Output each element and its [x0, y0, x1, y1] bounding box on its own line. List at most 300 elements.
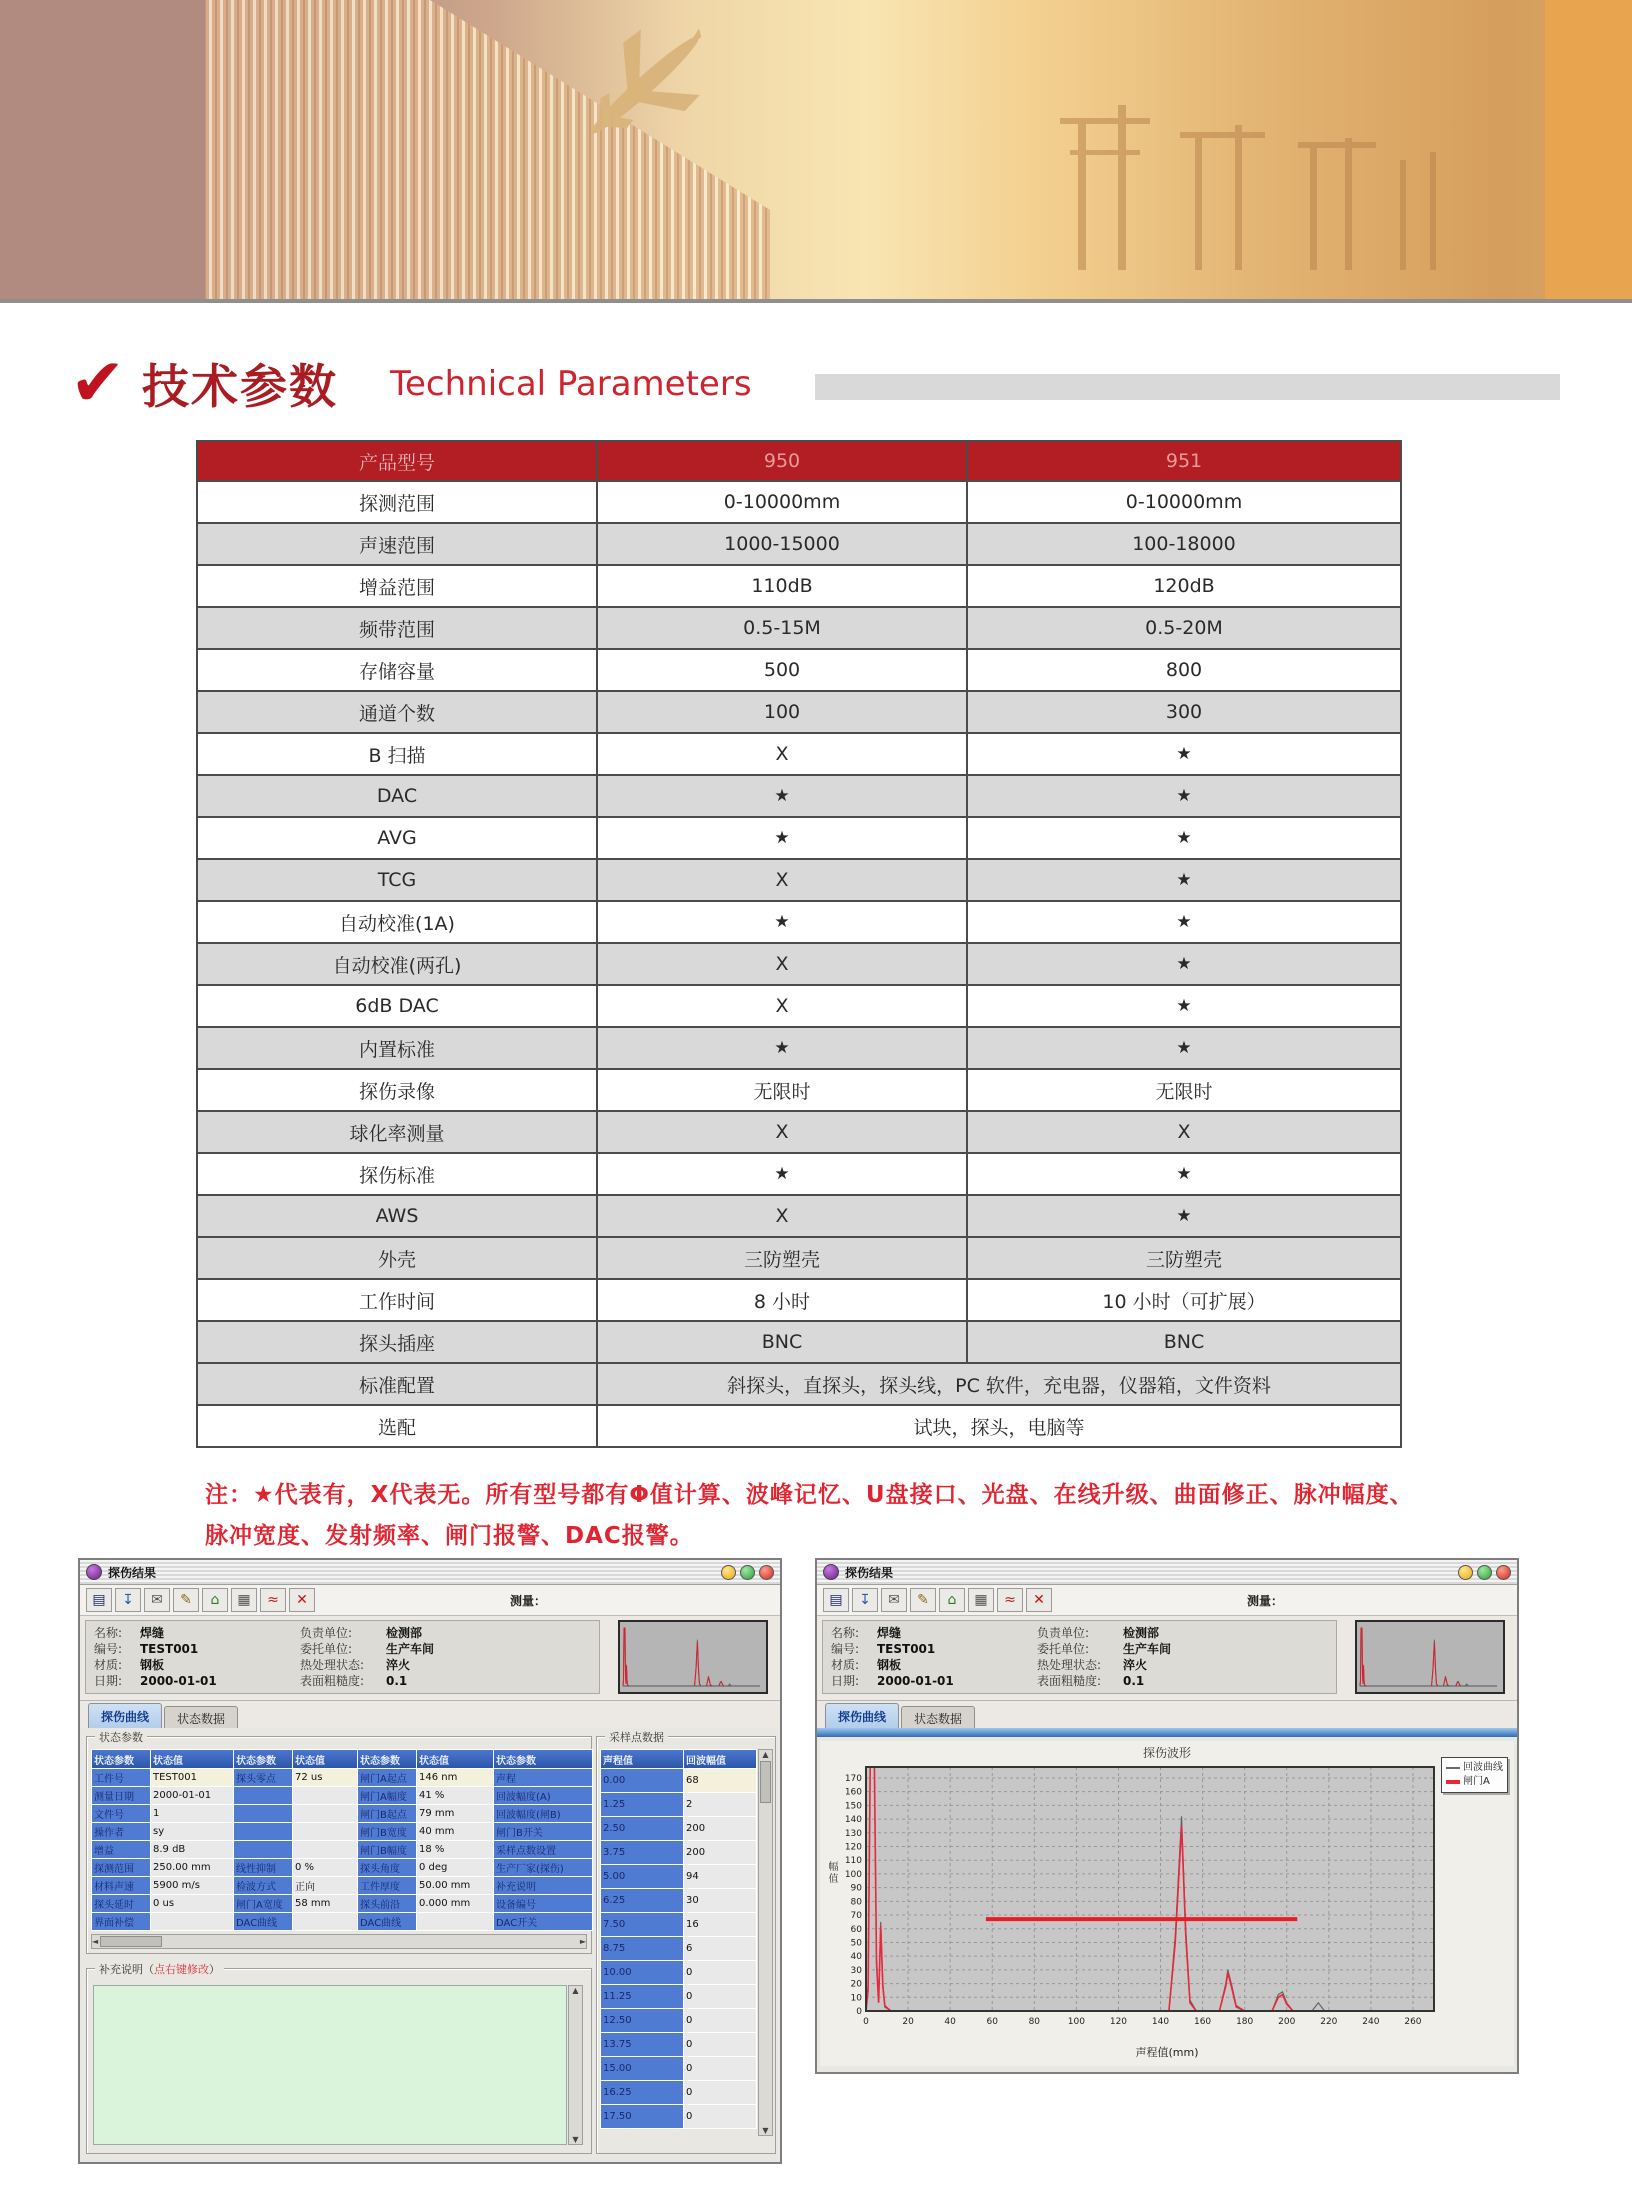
- sample-header-row: [601, 1750, 756, 1768]
- chart-icon[interactable]: ≈: [260, 1588, 286, 1612]
- spec-cell-label: 通道个数: [197, 691, 597, 733]
- spec-row: [197, 1153, 1401, 1195]
- window-title: 探伤结果: [845, 1565, 894, 1580]
- toolbar: [80, 1585, 780, 1616]
- maximize-button[interactable]: [1477, 1565, 1492, 1580]
- spec-cell-951: ★: [967, 943, 1401, 985]
- status-row: [92, 1787, 592, 1804]
- close-button[interactable]: [759, 1565, 774, 1580]
- sample-row: [601, 2033, 756, 2056]
- scroll-up-arrow[interactable]: ▲: [572, 1986, 579, 1995]
- sample-y-cell: 30: [684, 1889, 756, 1912]
- spec-cell-label: 增益范围: [197, 565, 597, 607]
- spec-cell-950: 100: [597, 691, 967, 733]
- spec-cell-951: 10 小时（可扩展）: [967, 1279, 1401, 1321]
- sample-row: [601, 1793, 756, 1816]
- spec-cell-950: 0-10000mm: [597, 481, 967, 523]
- spec-cell-label: 自动校准(1A): [197, 901, 597, 943]
- tab-flaw-curve[interactable]: 探伤曲线: [88, 1703, 162, 1731]
- status-header-cell: 状态参数: [92, 1750, 150, 1768]
- footnote: [205, 1475, 1515, 1558]
- sample-y-cell: 0: [684, 2105, 756, 2128]
- flaw-result-window-left: [78, 1558, 782, 2164]
- panel-splitter[interactable]: [817, 1728, 1517, 1737]
- legend-label: 闸门A: [1463, 1776, 1490, 1787]
- spec-cell-950: ★: [597, 901, 967, 943]
- waveform-thumbnail-plot: [620, 1622, 766, 1692]
- status-value-cell: [293, 1823, 357, 1840]
- status-value-cell: 40 mm: [417, 1823, 493, 1840]
- spec-cell-950: 0.5-15M: [597, 607, 967, 649]
- info-label: 材质:: [831, 1658, 860, 1672]
- status-param-cell: 闸门A幅度: [358, 1787, 416, 1804]
- window-titlebar[interactable]: [80, 1560, 780, 1585]
- status-param-cell: 工件号: [92, 1769, 150, 1786]
- spec-cell-950: ★: [597, 817, 967, 859]
- status-value-cell: [293, 1805, 357, 1822]
- spec-row: [197, 649, 1401, 691]
- info-label: 编号:: [831, 1642, 860, 1656]
- minimize-button[interactable]: [721, 1565, 736, 1580]
- svg-text:140: 140: [1151, 2017, 1170, 2027]
- edit-icon[interactable]: ✎: [910, 1588, 936, 1612]
- orange-strip: [1545, 0, 1632, 303]
- sample-x-cell: 11.25: [601, 1985, 683, 2008]
- svg-text:60: 60: [850, 1924, 862, 1935]
- sample-x-cell: 6.25: [601, 1889, 683, 1912]
- scroll-down-arrow[interactable]: ▼: [572, 2135, 579, 2144]
- svg-text:90: 90: [850, 1883, 862, 1894]
- waveform-thumbnail: [1355, 1620, 1505, 1694]
- status-value-cell: sy: [151, 1823, 233, 1840]
- status-header-cell: 状态值: [293, 1750, 357, 1768]
- status-params-group-label: 状态参数: [95, 1729, 147, 1745]
- status-value-cell: [293, 1787, 357, 1804]
- sample-x-cell: 12.50: [601, 2009, 683, 2032]
- info-row: [80, 1616, 780, 1701]
- sample-x-cell: 16.25: [601, 2081, 683, 2104]
- status-params-group: [86, 1731, 592, 1954]
- sample-row: [601, 1841, 756, 1864]
- window-title: 探伤结果: [108, 1565, 157, 1580]
- legend-label: 回波曲线: [1463, 1762, 1503, 1773]
- info-label: 负责单位:: [1037, 1626, 1090, 1640]
- status-param-cell: DAC曲线: [234, 1913, 292, 1930]
- status-header-row: [92, 1750, 592, 1768]
- spec-cell-950: X: [597, 985, 967, 1027]
- status-value-cell: 0 us: [151, 1895, 233, 1912]
- home-icon[interactable]: ⌂: [939, 1588, 965, 1612]
- x-axis-label: 声程值(mm): [1135, 2046, 1199, 2059]
- sample-x-cell: 2.50: [601, 1817, 683, 1840]
- home-icon[interactable]: ⌂: [202, 1588, 228, 1612]
- spec-table: [196, 440, 1402, 1448]
- svg-text:120: 120: [844, 1842, 862, 1853]
- info-label: 材质:: [94, 1658, 123, 1672]
- specimen-info-panel: [822, 1620, 1337, 1694]
- status-value-cell: 2000-01-01: [151, 1787, 233, 1804]
- svg-text:160: 160: [844, 1787, 862, 1798]
- info-value: 焊缝: [140, 1626, 165, 1640]
- info-value: TEST001: [877, 1642, 936, 1656]
- spec-cell-label: 选配: [197, 1405, 597, 1447]
- window-icon[interactable]: ▦: [968, 1588, 994, 1612]
- sample-y-cell: 0: [684, 1961, 756, 1984]
- status-param-cell: 文件号: [92, 1805, 150, 1822]
- spec-row: [197, 1111, 1401, 1153]
- status-param-cell: 测量日期: [92, 1787, 150, 1804]
- sample-y-cell: 94: [684, 1865, 756, 1888]
- status-param-cell: 检波方式: [234, 1877, 292, 1894]
- sample-table: [600, 1749, 757, 2129]
- sample-y-cell: 16: [684, 1913, 756, 1936]
- measure-label: 测量：: [510, 1594, 547, 1608]
- spec-cell-951: ★: [967, 859, 1401, 901]
- svg-text:70: 70: [850, 1911, 862, 1922]
- scroll-left-arrow[interactable]: ◄: [92, 1937, 99, 1946]
- info-label: 编号:: [94, 1642, 123, 1656]
- scroll-right-arrow[interactable]: ►: [579, 1937, 586, 1946]
- spec-cell-951: ★: [967, 775, 1401, 817]
- info-row-line: [94, 1625, 591, 1641]
- tab-status-data[interactable]: 状态数据: [901, 1706, 975, 1731]
- tab-status-data[interactable]: 状态数据: [164, 1706, 238, 1731]
- status-value-cell: 0 deg: [417, 1859, 493, 1876]
- status-value-cell: 8.9 dB: [151, 1841, 233, 1858]
- status-param-cell: 设备编号: [494, 1895, 592, 1912]
- chart-title: 探伤波形: [1142, 1746, 1191, 1760]
- status-row: [92, 1877, 592, 1894]
- spec-header-model: 951: [967, 441, 1401, 481]
- spec-cell-span: 斜探头，直探头，探头线，PC 软件，充电器，仪器箱，文件资料: [597, 1363, 1401, 1405]
- sample-y-cell: 0: [684, 2033, 756, 2056]
- svg-text:240: 240: [1362, 2017, 1380, 2027]
- maximize-button[interactable]: [740, 1565, 755, 1580]
- window-content: [80, 1728, 780, 2162]
- sample-y-cell: 0: [684, 2009, 756, 2032]
- spec-row: [197, 1069, 1401, 1111]
- legend-swatch: [1446, 1767, 1460, 1769]
- spec-cell-label: AWS: [197, 1195, 597, 1237]
- sample-header-cell: 回波幅值: [684, 1750, 756, 1768]
- status-value-cell: 0 %: [293, 1859, 357, 1876]
- minimize-button[interactable]: [1458, 1565, 1473, 1580]
- tab-bar: [80, 1701, 780, 1731]
- spec-row: [197, 901, 1401, 943]
- app-icon: [86, 1564, 102, 1580]
- status-param-cell: 探头零点: [234, 1769, 292, 1786]
- spec-cell-950: 8 小时: [597, 1279, 967, 1321]
- section-title: [0, 344, 1632, 421]
- info-label: 表面粗糙度:: [1037, 1674, 1102, 1688]
- spec-row: [197, 1405, 1401, 1447]
- sample-row: [601, 1913, 756, 1936]
- spec-row: [197, 607, 1401, 649]
- app-icon: [823, 1564, 839, 1580]
- svg-text:180: 180: [1236, 2017, 1254, 2027]
- sample-row: [601, 1937, 756, 1960]
- svg-text:110: 110: [844, 1856, 862, 1867]
- spec-cell-951: 0-10000mm: [967, 481, 1401, 523]
- sample-x-cell: 17.50: [601, 2105, 683, 2128]
- info-row-line: [831, 1673, 1328, 1689]
- spec-cell-950: BNC: [597, 1321, 967, 1363]
- notes-label-hint: 点右键修改: [154, 1963, 209, 1976]
- info-value: 0.1: [1123, 1674, 1145, 1688]
- window-icon[interactable]: ▦: [231, 1588, 257, 1612]
- status-param-cell: 闸门A起点: [358, 1769, 416, 1786]
- measure-label: 测量：: [1247, 1594, 1284, 1608]
- status-param-cell: 探测范围: [92, 1859, 150, 1876]
- spec-row: [197, 859, 1401, 901]
- status-param-cell: 探头延时: [92, 1895, 150, 1912]
- sample-row: [601, 1865, 756, 1888]
- sample-row: [601, 1769, 756, 1792]
- svg-text:80: 80: [1028, 2017, 1041, 2027]
- info-value: 2000-01-01: [140, 1674, 217, 1688]
- status-value-cell: 50.00 mm: [417, 1877, 493, 1894]
- spec-row: [197, 1279, 1401, 1321]
- spec-cell-label: 标准配置: [197, 1363, 597, 1405]
- spec-cell-951: ★: [967, 1195, 1401, 1237]
- status-value-cell: 正向: [293, 1877, 357, 1894]
- info-value: 0.1: [386, 1674, 408, 1688]
- y-axis-label: 幅值: [826, 1861, 837, 1885]
- printer-icon[interactable]: ▤: [86, 1588, 112, 1612]
- status-header-cell: 状态值: [151, 1750, 233, 1768]
- info-label: 名称:: [94, 1626, 123, 1640]
- spec-cell-950: ★: [597, 1153, 967, 1195]
- spec-cell-label: 外壳: [197, 1237, 597, 1279]
- scroll-down-arrow[interactable]: ▼: [762, 2126, 769, 2135]
- sample-row: [601, 1961, 756, 1984]
- status-param-cell: 操作者: [92, 1823, 150, 1840]
- spec-row: [197, 1195, 1401, 1237]
- status-value-cell: [417, 1913, 493, 1930]
- notes-group-label: [95, 1961, 224, 1977]
- info-label: 负责单位:: [300, 1626, 353, 1640]
- spec-cell-950: X: [597, 859, 967, 901]
- status-value-cell: 58 mm: [293, 1895, 357, 1912]
- spec-cell-951: ★: [967, 817, 1401, 859]
- status-row: [92, 1805, 592, 1822]
- status-param-cell: [234, 1841, 292, 1858]
- scroll-thumb[interactable]: [100, 1936, 162, 1947]
- spec-row: [197, 733, 1401, 775]
- notes-textarea[interactable]: [93, 1985, 567, 2145]
- save-icon[interactable]: ↧: [115, 1588, 141, 1612]
- header-photo-art: [0, 0, 1632, 303]
- spec-cell-label: TCG: [197, 859, 597, 901]
- spec-cell-label: 自动校准(两孔): [197, 943, 597, 985]
- spec-row: [197, 775, 1401, 817]
- status-table-hscrollbar[interactable]: [91, 1934, 587, 1949]
- status-header-cell: 状态值: [417, 1750, 493, 1768]
- spec-cell-951: BNC: [967, 1321, 1401, 1363]
- status-value-cell: 0.000 mm: [417, 1895, 493, 1912]
- status-value-cell: 79 mm: [417, 1805, 493, 1822]
- notes-label-prefix: 补充说明（: [99, 1963, 154, 1976]
- spec-cell-950: 无限时: [597, 1069, 967, 1111]
- status-param-cell: 生产厂家(探伤): [494, 1859, 592, 1876]
- info-value: 检测部: [1123, 1626, 1160, 1640]
- status-param-cell: [234, 1805, 292, 1822]
- status-param-cell: DAC开关: [494, 1913, 592, 1930]
- waveform-thumbnail-plot: [1357, 1622, 1503, 1692]
- sample-vscrollbar[interactable]: [758, 1749, 773, 2136]
- svg-text:260: 260: [1404, 2017, 1422, 2027]
- svg-text:0: 0: [863, 2017, 869, 2027]
- svg-text:30: 30: [850, 1965, 862, 1976]
- scroll-thumb[interactable]: [760, 1761, 771, 1803]
- spec-cell-label: 探测范围: [197, 481, 597, 523]
- spec-cell-950: ★: [597, 1027, 967, 1069]
- status-value-cell: [293, 1913, 357, 1930]
- spec-cell-950: ★: [597, 775, 967, 817]
- spec-row: [197, 1363, 1401, 1405]
- sample-row: [601, 1985, 756, 2008]
- spec-cell-span: 试块，探头，电脑等: [597, 1405, 1401, 1447]
- svg-text:50: 50: [850, 1938, 862, 1949]
- mail-icon[interactable]: ✉: [144, 1588, 170, 1612]
- info-value: 淬火: [386, 1658, 411, 1672]
- spec-row: [197, 565, 1401, 607]
- svg-text:0: 0: [856, 2007, 862, 2017]
- status-param-cell: 线性抑制: [234, 1859, 292, 1876]
- save-icon[interactable]: ↧: [852, 1588, 878, 1612]
- svg-text:120: 120: [1109, 2017, 1128, 2027]
- specimen-info-panel: [85, 1620, 600, 1694]
- spec-cell-label: 存储容量: [197, 649, 597, 691]
- sample-y-cell: 6: [684, 1937, 756, 1960]
- svg-text:220: 220: [1320, 2017, 1338, 2027]
- sample-row: [601, 2081, 756, 2104]
- spec-cell-950: X: [597, 943, 967, 985]
- spec-cell-951: ★: [967, 901, 1401, 943]
- info-row-line: [94, 1641, 591, 1657]
- close-icon[interactable]: ✕: [289, 1588, 315, 1612]
- scroll-up-arrow[interactable]: ▲: [762, 1750, 769, 1759]
- sample-x-cell: 10.00: [601, 1961, 683, 1984]
- status-param-cell: 界面补偿: [92, 1913, 150, 1930]
- status-param-cell: 闸门B开关: [494, 1823, 592, 1840]
- sample-row: [601, 2009, 756, 2032]
- status-value-cell: 72 us: [293, 1769, 357, 1786]
- close-icon[interactable]: ✕: [1026, 1588, 1052, 1612]
- spec-cell-950: X: [597, 1195, 967, 1237]
- status-row: [92, 1895, 592, 1912]
- mail-icon[interactable]: ✉: [881, 1588, 907, 1612]
- status-row: [92, 1859, 592, 1876]
- info-label: 委托单位:: [300, 1642, 353, 1656]
- status-row: [92, 1841, 592, 1858]
- printer-icon[interactable]: ▤: [823, 1588, 849, 1612]
- spec-row: [197, 1321, 1401, 1363]
- status-param-cell: 探头前沿: [358, 1895, 416, 1912]
- page-title-cn: 技术参数: [142, 360, 338, 415]
- info-row-line: [94, 1673, 591, 1689]
- info-label: 热处理状态:: [300, 1658, 365, 1672]
- spec-cell-label: B 扫描: [197, 733, 597, 775]
- spec-cell-951: 300: [967, 691, 1401, 733]
- legend-swatch: [1446, 1780, 1460, 1784]
- sample-x-cell: 5.00: [601, 1865, 683, 1888]
- status-value-cell: 1: [151, 1805, 233, 1822]
- status-table: [91, 1749, 593, 1931]
- tab-bar: [817, 1701, 1517, 1731]
- notes-group: [86, 1963, 592, 2154]
- status-param-cell: [234, 1787, 292, 1804]
- window-titlebar[interactable]: [817, 1560, 1517, 1585]
- spec-cell-label: 工作时间: [197, 1279, 597, 1321]
- info-row-line: [94, 1657, 591, 1673]
- spec-cell-951: 无限时: [967, 1069, 1401, 1111]
- info-value: 钢板: [877, 1658, 902, 1672]
- status-header-cell: 状态参数: [358, 1750, 416, 1768]
- spec-cell-label: 球化率测量: [197, 1111, 597, 1153]
- spec-cell-951: 0.5-20M: [967, 607, 1401, 649]
- sample-y-cell: 0: [684, 2081, 756, 2104]
- spec-cell-label: 探头插座: [197, 1321, 597, 1363]
- status-param-cell: [234, 1823, 292, 1840]
- status-param-cell: 闸门B宽度: [358, 1823, 416, 1840]
- sample-row: [601, 2057, 756, 2080]
- spec-cell-951: 100-18000: [967, 523, 1401, 565]
- status-param-cell: 采样点数设置: [494, 1841, 592, 1858]
- sample-row: [601, 1889, 756, 1912]
- svg-text:40: 40: [850, 1952, 862, 1963]
- svg-text:100: 100: [1067, 2017, 1085, 2027]
- chart-icon[interactable]: ≈: [997, 1588, 1023, 1612]
- status-row: [92, 1769, 592, 1786]
- info-label: 日期:: [94, 1674, 123, 1688]
- sample-y-cell: 200: [684, 1817, 756, 1840]
- spec-cell-label: 探伤录像: [197, 1069, 597, 1111]
- sample-y-cell: 0: [684, 2057, 756, 2080]
- info-row-line: [831, 1625, 1328, 1641]
- info-value: 2000-01-01: [877, 1674, 954, 1688]
- info-label: 委托单位:: [1037, 1642, 1090, 1656]
- notes-vscrollbar[interactable]: [568, 1985, 583, 2145]
- tab-flaw-curve[interactable]: 探伤曲线: [825, 1703, 899, 1731]
- spec-cell-951: ★: [967, 1153, 1401, 1195]
- sample-x-cell: 7.50: [601, 1913, 683, 1936]
- notes-label-suffix: ）: [209, 1963, 220, 1976]
- sample-x-cell: 15.00: [601, 2057, 683, 2080]
- close-button[interactable]: [1496, 1565, 1511, 1580]
- waveform-thumbnail: [618, 1620, 768, 1694]
- legend-entry: [1446, 1775, 1503, 1789]
- spec-cell-951: 800: [967, 649, 1401, 691]
- svg-text:100: 100: [844, 1869, 862, 1880]
- flaw-result-window-right: [815, 1558, 1519, 2074]
- spec-row: [197, 1237, 1401, 1279]
- info-value: 生产车间: [1123, 1642, 1172, 1656]
- sample-y-cell: 0: [684, 1985, 756, 2008]
- edit-icon[interactable]: ✎: [173, 1588, 199, 1612]
- sample-x-cell: 8.75: [601, 1937, 683, 1960]
- footnote-line1: 注：★代表有，X代表无。所有型号都有Φ值计算、波峰记忆、U盘接口、光盘、在线升级、曲面修正、脉冲幅度、: [205, 1482, 1414, 1508]
- status-param-cell: 探头角度: [358, 1859, 416, 1876]
- page-title-en: Technical Parameters: [390, 364, 752, 404]
- spec-header-row: [197, 441, 1401, 481]
- status-header-cell: 状态参数: [494, 1750, 592, 1768]
- info-row-line: [831, 1641, 1328, 1657]
- info-row: [817, 1616, 1517, 1701]
- waveform-chart: [822, 1759, 1512, 2059]
- status-param-cell: 回波幅度(A): [494, 1787, 592, 1804]
- status-row: [92, 1823, 592, 1840]
